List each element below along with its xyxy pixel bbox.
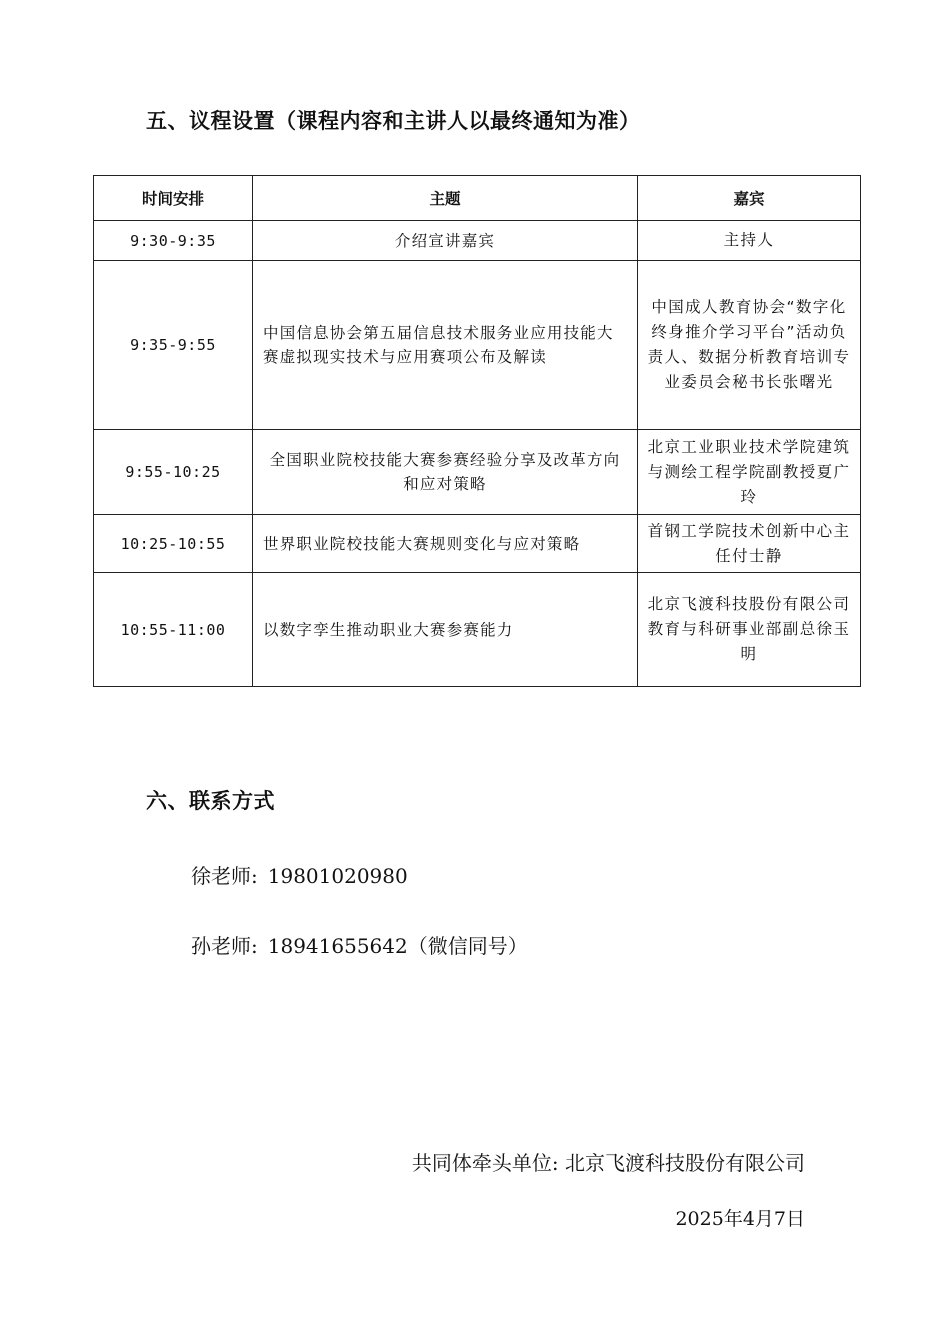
issue-date: 2025年4月7日 — [675, 1208, 805, 1230]
guest-text: 主持人 — [723, 231, 775, 249]
table-row — [94, 573, 861, 687]
row-topic: 世界职业院校技能大赛规则变化与应对策略 — [253, 515, 638, 573]
contact-section-title: 六、联系方式 — [146, 789, 275, 813]
guest-text: 北京飞渡科技股份有限公司 — [647, 595, 851, 613]
header-time: 时间安排 — [94, 176, 253, 221]
table-row — [94, 515, 861, 573]
header-guest: 嘉宾 — [638, 176, 861, 221]
contact-phone: 19801020980 — [267, 864, 408, 888]
table-row — [94, 430, 861, 515]
row-guest — [638, 261, 861, 430]
contact-label: 徐老师: — [191, 864, 258, 888]
row-time: 9:35-9:55 — [94, 261, 253, 430]
contact-label: 孙老师: — [191, 934, 258, 958]
guest-text: 北京工业职业技术学院建筑与测绘工程学院副教授夏广玲 — [647, 437, 851, 506]
table-row — [94, 221, 861, 261]
row-guest — [638, 221, 861, 261]
row-guest — [638, 515, 861, 573]
guest-text: 教育与科研事业部副总徐玉明 — [647, 620, 851, 663]
row-guest — [638, 430, 861, 515]
guest-text: 中国成人教育协会“数字化终身推介学习平台”活动负责人、数据分析教育培训专业委员会秘书长张曙光 — [647, 298, 851, 391]
contact-item — [191, 860, 408, 889]
contact-phone: 18941655642（微信同号） — [267, 934, 528, 958]
row-topic: 中国信息协会第五届信息技术服务业应用技能大赛虚拟现实技术与应用赛项公布及解读 — [253, 261, 638, 430]
row-time: 9:30-9:35 — [94, 221, 253, 261]
row-guest — [638, 573, 861, 687]
row-topic: 全国职业院校技能大赛参赛经验分享及改革方向和应对策略 — [253, 430, 638, 515]
contact-item — [191, 930, 528, 959]
row-topic: 以数字孪生推动职业大赛参赛能力 — [253, 573, 638, 687]
lead-unit: 共同体牵头单位: 北京飞渡科技股份有限公司 — [411, 1151, 805, 1175]
agenda-section-title: 五、议程设置（课程内容和主讲人以最终通知为准） — [146, 109, 641, 133]
table-row — [94, 261, 861, 430]
row-topic: 介绍宣讲嘉宾 — [253, 221, 638, 261]
agenda-header-row — [94, 176, 861, 221]
row-time: 10:55-11:00 — [94, 573, 253, 687]
row-time: 10:25-10:55 — [94, 515, 253, 573]
header-topic: 主题 — [253, 176, 638, 221]
row-time: 9:55-10:25 — [94, 430, 253, 515]
guest-text: 首钢工学院技术创新中心主任付士静 — [647, 521, 851, 565]
agenda-table — [93, 175, 861, 687]
